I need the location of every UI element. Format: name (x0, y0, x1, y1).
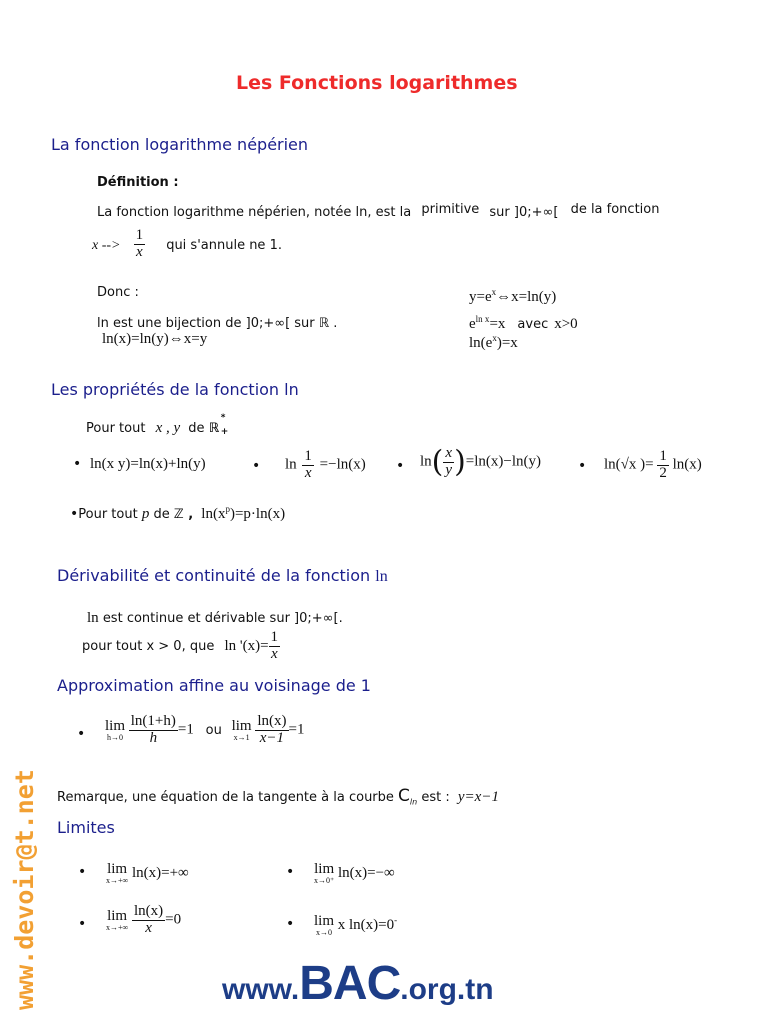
frac-den: x (136, 243, 143, 260)
lim-d-sup: - (394, 914, 398, 925)
lim1 (105, 719, 125, 742)
p2-den: x (304, 464, 312, 481)
lim2-frac (255, 714, 288, 747)
derivative-den: x (270, 645, 278, 662)
elnx-b: =x (489, 316, 506, 332)
lim-c-sub: x→+∞ (106, 922, 129, 932)
p4-rhs: ln(x) (672, 456, 702, 473)
p3-ln: ln (420, 453, 432, 470)
p2-ln: ln (285, 456, 297, 473)
lim-b (314, 862, 334, 885)
lim-d-expr: x ln(x)=0 (337, 916, 395, 933)
elnx-eq (469, 314, 578, 333)
p3-rparen: ) (454, 444, 466, 480)
limit-d (314, 914, 397, 937)
lim-a-sub: x→+∞ (106, 876, 129, 885)
exp-equiv-b: ⇔x=ln(y) (496, 289, 557, 305)
definition-text (97, 202, 660, 220)
lim-c-val: =0 (165, 911, 182, 928)
logo-bac: BAC (299, 957, 401, 1010)
lim1-val: =1 (177, 721, 194, 738)
prop-ln-product: ln(x y)=ln(x)+ln(y) (90, 456, 206, 472)
set-sub: + (220, 427, 229, 437)
lnex-eq (469, 333, 518, 352)
lnex-a: ln(e (469, 335, 493, 351)
lim1-word: lim (105, 717, 126, 734)
definition-primitive: primitive (421, 202, 480, 217)
bullet-p1: • (73, 456, 82, 472)
bullet-p4: • (578, 458, 587, 474)
pow-eq-a: ln(x (201, 506, 226, 522)
pow-eq (201, 506, 285, 522)
lnex-sup: x (492, 333, 497, 343)
map-x: x --> (92, 237, 121, 253)
definition-text-3: de la fonction (570, 202, 660, 217)
heading-derivabilite-ln: ln (375, 568, 388, 585)
lim-a-expr: ln(x)=+∞ (131, 864, 189, 881)
bullet-power: • (70, 506, 79, 522)
p2-rhs: =−ln(x) (319, 456, 366, 473)
exp-equiv-a: y=e (469, 289, 492, 305)
remarque-curve-sub: ln (409, 797, 418, 807)
ou-text: ou (205, 722, 222, 738)
set-r: ℝ (208, 421, 220, 436)
set-rplus (208, 413, 229, 437)
remarque-curve: C (398, 786, 410, 806)
lim2-den: x−1 (259, 729, 285, 746)
elnx-avec: avec (517, 317, 549, 332)
limit-b (314, 862, 395, 885)
p4-lhs: ln(√x )= (604, 456, 654, 473)
p3-frac (443, 446, 454, 479)
lnex-b: )=x (496, 335, 518, 351)
vars-xy: x , y (155, 420, 181, 436)
p3-den: y (445, 461, 453, 478)
lim-c-den: x (145, 919, 152, 936)
heading-ln-neperien: La fonction logarithme népérien (51, 135, 309, 154)
lim-d (314, 914, 334, 937)
limit-c (106, 904, 181, 937)
definition-text-2: sur ]0;+∞[ (489, 205, 559, 220)
lim-c-frac (132, 904, 165, 937)
elnx-a: e (469, 316, 476, 332)
remarque-est: est : (421, 790, 450, 805)
lim-c-num: ln(x) (133, 903, 164, 919)
logo-www: www. (222, 973, 300, 1006)
p3-lparen: ( (431, 444, 444, 480)
elnx-cond: x>0 (554, 316, 578, 332)
pow-eq-b: )=p·ln(x) (229, 506, 286, 522)
watermark-text: www.devoir@t.net (10, 769, 39, 1010)
pow-var: p (141, 506, 150, 522)
p4-frac (657, 449, 669, 482)
lim2-sub: x→1 (233, 732, 250, 742)
p3-num: x (445, 445, 453, 461)
definition-text-1: La fonction logarithme népérien, notée ln, est la (97, 205, 412, 220)
continuity-rest: est continue et dérivable sur ]0;+∞[. (102, 611, 343, 626)
pow-text: Pour tout (78, 507, 138, 522)
definition-label: Définition : (97, 175, 179, 190)
remarque-line (57, 786, 499, 807)
pow-de: de (153, 507, 170, 522)
derivative-pour-tout: pour tout x > 0, que (82, 638, 215, 654)
pow-set: ℤ , (173, 507, 194, 522)
remarque-text: Remarque, une équation de la tangente à la courbe (57, 790, 394, 805)
page-title: Les Fonctions logarithmes (236, 72, 518, 94)
lim-d-sub: x→0 (316, 928, 332, 937)
derivative-frac (269, 630, 281, 663)
pour-tout-text: Pour tout (86, 421, 146, 436)
prop-ln-inverse (285, 449, 366, 482)
continuity-text (87, 610, 343, 627)
elnx-sup: ln x (475, 314, 490, 324)
frac-num: 1 (135, 227, 144, 243)
lim2 (232, 719, 252, 742)
annule-text: qui s'annule ne 1. (166, 237, 282, 253)
bullet-p3: • (396, 458, 405, 474)
definition-function (92, 228, 282, 261)
de-text: de (188, 421, 205, 436)
bullet-lim-d: • (286, 916, 295, 932)
bijection-text: ln est une bijection de ]0;+∞[ sur ℝ . (97, 316, 338, 331)
lim1-frac (129, 714, 178, 747)
lim-c-word: lim (107, 907, 128, 924)
lim-b-expr: ln(x)=−∞ (337, 864, 395, 881)
p4-num: 1 (659, 448, 667, 464)
lim1-sub: h→0 (107, 732, 123, 742)
pow-eq-sup: p (225, 504, 230, 514)
bullet-lim-a: • (78, 864, 87, 880)
lim-c (106, 909, 128, 932)
continuity-ln: ln (87, 610, 99, 626)
p2-frac (302, 449, 314, 482)
lim-b-word: lim (314, 861, 335, 877)
lim1-den: h (149, 729, 158, 746)
p4-den: 2 (659, 464, 667, 481)
lim1-num: ln(1+h) (130, 713, 176, 729)
heading-derivabilite (57, 566, 388, 586)
p3-rhs: =ln(x)−ln(y) (465, 453, 542, 470)
heading-limites: Limites (57, 818, 115, 837)
pour-tout-line (86, 413, 229, 437)
bullet-p2: • (252, 458, 261, 474)
lim-d-word: lim (314, 913, 335, 929)
lim-a-word: lim (107, 861, 128, 877)
p2-num: 1 (304, 448, 312, 464)
bullet-lim-c: • (78, 916, 87, 932)
remarque-eq: y=x−1 (457, 789, 499, 805)
lim2-word: lim (231, 717, 252, 734)
fraction-1-over-x (134, 228, 146, 261)
lim2-num: ln(x) (257, 713, 287, 729)
lim-b-sub: x→0⁺ (314, 876, 335, 885)
heading-proprietes: Les propriétés de la fonction ln (51, 380, 299, 399)
donc-label: Donc : (97, 285, 139, 300)
derivative-num: 1 (270, 629, 279, 645)
bac-logo (222, 956, 494, 1011)
ln-equiv: ln(x)=ln(y)⇔x=y (102, 331, 208, 347)
heading-approximation: Approximation affine au voisinage de 1 (57, 676, 371, 695)
bullet-lim-b: • (286, 864, 295, 880)
limit-a (106, 862, 189, 885)
bullet-approx: • (77, 726, 86, 742)
set-sup: * (220, 413, 226, 423)
lim-a (106, 862, 128, 885)
derivative-lhs: ln '(x)= (224, 637, 269, 654)
exp-equiv (469, 287, 556, 306)
power-line (70, 504, 285, 523)
logo-org: .org.tn (400, 973, 494, 1006)
prop-ln-quotient (420, 446, 541, 479)
derivative-line (82, 630, 280, 663)
exp-equiv-sup: x (491, 287, 497, 297)
lim2-val: =1 (288, 721, 305, 738)
approx-limits (105, 714, 304, 747)
prop-ln-sqrt (604, 449, 702, 482)
heading-derivabilite-text: Dérivabilité et continuité de la fonction (57, 566, 371, 585)
watermark-devoir (10, 762, 40, 1012)
